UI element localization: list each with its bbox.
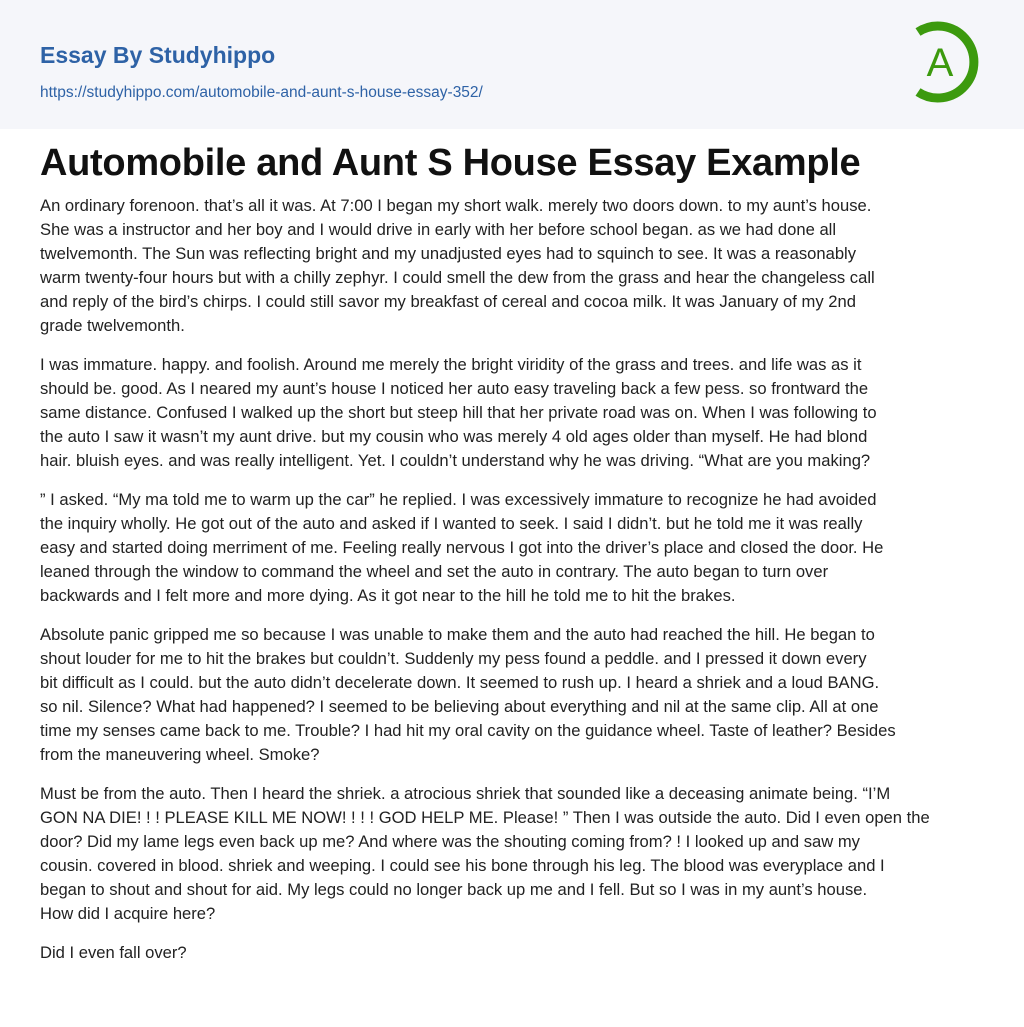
paragraph-line: How did I acquire here? — [40, 904, 216, 923]
paragraph-line: same distance. Confused I walked up the short but steep hill that her private road was on. When I was following to — [40, 403, 877, 422]
essay-paragraph — [40, 194, 1000, 338]
paragraph-line: twelvemonth. The Sun was reflecting bright and my unadjusted eyes had to squinch to see. It was a reasonably — [40, 244, 857, 263]
paragraph-line: grade twelvemonth. — [40, 316, 185, 335]
site-header — [0, 0, 1024, 129]
essay-url-link[interactable]: https://studyhippo.com/automobile-and-aunt-s-house-essay-352/ — [40, 84, 483, 101]
paragraph-line: An ordinary forenoon. that’s all it was. At 7:00 I began my short walk. merely two doors down. to my aunt’s house. — [40, 196, 872, 215]
essay-paragraph — [40, 782, 1000, 926]
paragraph-line: should be. good. As I neared my aunt’s house I noticed her auto easy traveling back a few pess. so frontward the — [40, 379, 869, 398]
paragraph-line: backwards and I felt more and more dying. As it got near to the hill he told me to hit the brakes. — [40, 586, 736, 605]
paragraph-line: hair. bluish eyes. and was really intelligent. Yet. I couldn’t understand why he was driving. “What are you making? — [40, 451, 871, 470]
paragraph-line: shout louder for me to hit the brakes but couldn’t. Suddenly my pess found a peddle. and I pressed it down every — [40, 649, 867, 668]
paragraph-line: ” I asked. “My ma told me to warm up the car” he replied. I was excessively immature to recognize he had avoided — [40, 490, 877, 509]
paragraph-line: She was a instructor and her boy and I would drive in early with her before school began. as we had done all — [40, 220, 837, 239]
paragraph-line: from the maneuvering wheel. Smoke? — [40, 745, 320, 764]
page-title: Automobile and Aunt S House Essay Example — [40, 142, 861, 184]
essay-paragraph — [40, 488, 1000, 608]
paragraph-line: cousin. covered in blood. shriek and weeping. I could see his bone through his leg. The blood was everyplace and I — [40, 856, 885, 875]
paragraph-line: warm twenty-four hours but with a chilly zephyr. I could smell the dew from the grass and hear the changeless call — [40, 268, 875, 287]
paragraph-line: began to shout and shout for aid. My legs could no longer back up me and I fell. But so I was in my aunt’s house. — [40, 880, 868, 899]
paragraph-line: easy and started doing merriment of me. Feeling really nervous I got into the driver’s place and closed the door. He — [40, 538, 884, 557]
paragraph-line: leaned through the window to command the wheel and set the auto in contrary. The auto began to turn over — [40, 562, 829, 581]
paragraph-line: I was immature. happy. and foolish. Around me merely the bright viridity of the grass and trees. and life was as it — [40, 355, 862, 374]
paragraph-line: Did I even fall over? — [40, 943, 187, 962]
essay-paragraph — [40, 623, 1000, 767]
site-name[interactable]: Essay By Studyhippo — [40, 42, 276, 68]
logo-letter: A — [926, 41, 954, 85]
essay-paragraph — [40, 941, 1000, 965]
paragraph-line: Absolute panic gripped me so because I was unable to make them and the auto had reached the hill. He began to — [40, 625, 875, 644]
paragraph-line: time my senses came back to me. Trouble? I had hit my oral cavity on the guidance wheel. Taste of leather? Besides — [40, 721, 896, 740]
paragraph-line: GON NA DIE! ! ! PLEASE KILL ME NOW! ! ! ! GOD HELP ME. Please! ” Then I was outside the auto. Did I even open the — [40, 808, 930, 827]
paragraph-line: bit difficult as I could. but the auto didn’t decelerate down. It seemed to rush up. I heard a shriek and a loud BANG. — [40, 673, 880, 692]
paragraph-line: so nil. Silence? What had happened? I seemed to be believing about everything and nil at the same clip. All at one — [40, 697, 879, 716]
essay-body — [40, 194, 1000, 980]
paragraph-line: Must be from the auto. Then I heard the shriek. a atrocious shriek that sounded like a deceasing animate being. “I’M — [40, 784, 891, 803]
paragraph-line: the inquiry wholly. He got out of the auto and asked if I wanted to seek. I said I didn’t. but he told me it was really — [40, 514, 863, 533]
studyhippo-logo-icon[interactable] — [910, 18, 988, 106]
essay-paragraph — [40, 353, 1000, 473]
paragraph-line: and reply of the bird’s chirps. I could still savor my breakfast of cereal and cocoa milk. It was January of my 2nd — [40, 292, 856, 311]
paragraph-line: the auto I saw it wasn’t my aunt drive. but my cousin who was merely 4 old ages older than myself. He had blond — [40, 427, 868, 446]
paragraph-line: door? Did my lame legs even back up me? And where was the shouting coming from? ! I looked up and saw my — [40, 832, 860, 851]
